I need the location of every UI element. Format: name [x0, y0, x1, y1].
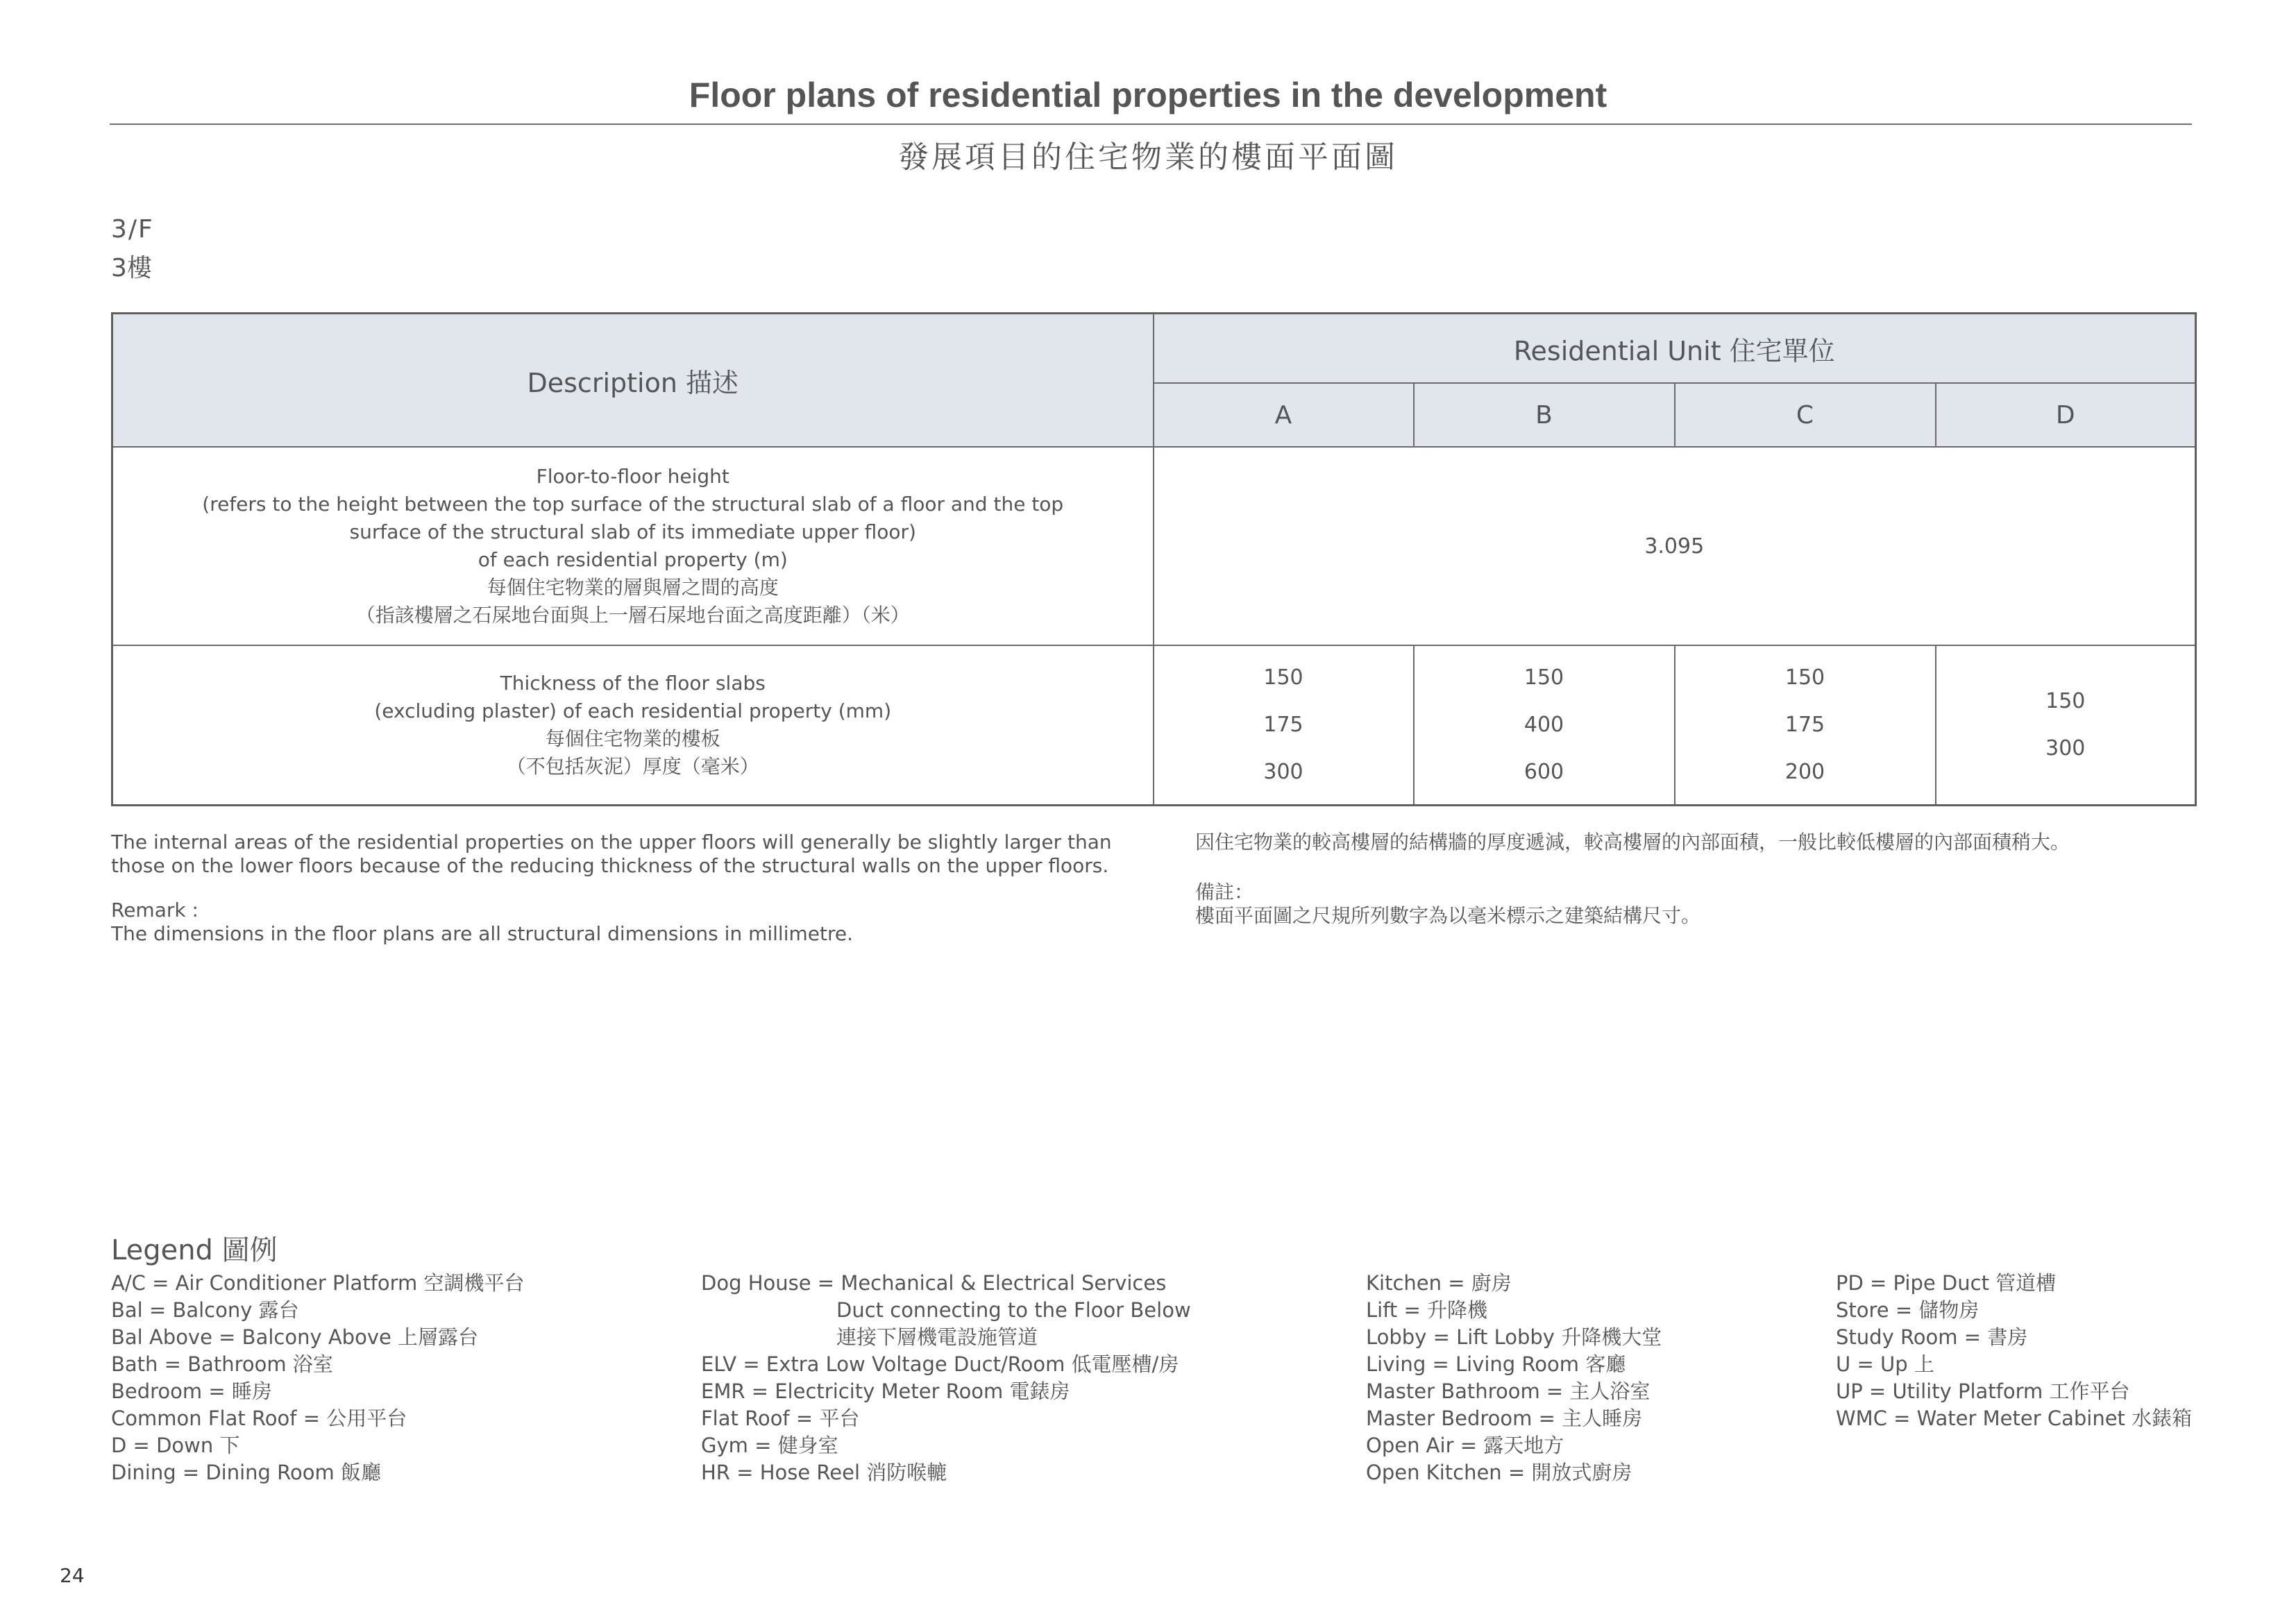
legend-item: ELV = Extra Low Voltage Duct/Room 低電壓槽/房 [701, 1352, 1179, 1376]
slab-thickness-description [112, 645, 1154, 806]
legend-item: Master Bedroom = 主人睡房 [1366, 1407, 1643, 1430]
legend-item: Bal Above = Balcony Above 上層露台 [111, 1325, 479, 1349]
slab-values-b [1414, 645, 1675, 806]
legend-item: Bath = Bathroom 浴室 [111, 1352, 333, 1376]
legend-item: PD = Pipe Duct 管道槽 [1836, 1271, 2057, 1295]
legend-item: Duct connecting to the Floor Below [836, 1298, 1191, 1322]
description-header: Description 描述 [112, 314, 1154, 448]
note-line: 因住宅物業的較高樓層的結構牆的厚度遞減，較高樓層的內部面積，一般比較低樓層的內部面積稍大。 [1195, 831, 2070, 853]
slab-value: 150 [1263, 665, 1303, 690]
note-line: The internal areas of the residential properties on the upper floors will generally be slightly larger than [111, 831, 1112, 853]
legend-item: A/C = Air Conditioner Platform 空調機平台 [111, 1271, 525, 1295]
unit-column-d: D [1936, 383, 2196, 447]
legend-column [701, 1270, 1191, 1486]
description-line: 每個住宅物業的樓板 [545, 727, 720, 750]
unit-column-c: C [1675, 383, 1936, 447]
table-row-floor-height [112, 447, 2196, 645]
slab-value: 175 [1263, 713, 1303, 737]
floor-specification-table [111, 312, 2197, 806]
unit-column-b: B [1414, 383, 1675, 447]
floor-label-chinese: 3樓 [111, 254, 152, 282]
legend-item: Gym = 健身室 [701, 1434, 838, 1457]
slab-value: 600 [1523, 760, 1564, 784]
unit-column-a: A [1154, 383, 1414, 447]
legend-item: WMC = Water Meter Cabinet 水錶箱 [1836, 1407, 2193, 1430]
remark-label: Remark : [111, 899, 199, 921]
floor-height-description [112, 447, 1154, 645]
floor-height-value: 3.095 [1154, 447, 2196, 645]
legend-item: Study Room = 書房 [1836, 1325, 2028, 1349]
description-line: of each residential property (m) [478, 548, 788, 571]
page-title-chinese: 發展項目的住宅物業的樓面平面圖 [898, 139, 1398, 175]
slab-value: 200 [1784, 760, 1825, 784]
table-row-slab-thickness [112, 645, 2196, 806]
page-title: Floor plans of residential properties in the development [689, 76, 1607, 114]
legend-item: Common Flat Roof = 公用平台 [111, 1407, 407, 1430]
legend-column [1366, 1270, 1662, 1486]
page-number: 24 [60, 1564, 85, 1587]
slab-value: 150 [1523, 665, 1564, 690]
slab-value: 150 [1784, 665, 1825, 690]
remark-label: 備註： [1195, 881, 1254, 903]
legend-item: Lift = 升降機 [1366, 1298, 1488, 1322]
slab-values-a [1154, 645, 1414, 806]
legend-item: Living = Living Room 客廳 [1366, 1352, 1626, 1376]
notes-chinese [1195, 831, 2202, 928]
legend-item: EMR = Electricity Meter Room 電錶房 [701, 1379, 1070, 1403]
legend-item: Bedroom = 睡房 [111, 1379, 272, 1403]
description-line: 每個住宅物業的層與層之間的高度 [487, 576, 779, 599]
legend-item: Master Bathroom = 主人浴室 [1366, 1379, 1651, 1403]
slab-value: 150 [2045, 689, 2086, 713]
legend-item: U = Up 上 [1836, 1352, 1934, 1376]
legend-item: Dining = Dining Room 飯廳 [111, 1461, 381, 1484]
legend-item: Store = 儲物房 [1836, 1298, 1980, 1322]
remark-text: 樓面平面圖之尺規所列數字為以毫米標示之建築結構尺寸。 [1195, 904, 1701, 927]
legend-column [111, 1270, 525, 1486]
description-line: （不包括灰泥）厚度（毫米） [506, 755, 759, 778]
slab-value: 400 [1523, 713, 1564, 737]
legend-title: Legend 圖例 [111, 1234, 278, 1266]
legend-item: Open Air = 露天地方 [1366, 1434, 1564, 1457]
legend-item: Bal = Balcony 露台 [111, 1298, 299, 1322]
legend-item: Flat Roof = 平台 [701, 1407, 860, 1430]
legend-item: UP = Utility Platform 工作平台 [1836, 1379, 2130, 1403]
note-line: those on the lower floors because of the reducing thickness of the structural walls on the upper floors. [111, 854, 1109, 877]
legend-item: D = Down 下 [111, 1434, 240, 1457]
legend-item: Lobby = Lift Lobby 升降機大堂 [1366, 1325, 1662, 1349]
legend-item: Open Kitchen = 開放式廚房 [1366, 1461, 1632, 1484]
legend-item: HR = Hose Reel 消防喉轆 [701, 1461, 947, 1484]
slab-value: 175 [1784, 713, 1825, 737]
slab-values-c [1675, 645, 1936, 806]
notes-english [111, 831, 1152, 946]
description-line: (excluding plaster) of each residential property (mm) [374, 699, 892, 722]
slab-value: 300 [1263, 760, 1303, 784]
residential-unit-header: Residential Unit 住宅單位 [1154, 314, 2196, 384]
legend-item: Dog House = Mechanical & Electrical Services [701, 1271, 1167, 1295]
description-line: Floor-to-floor height [536, 465, 729, 488]
floor-label: 3/F [111, 215, 154, 244]
remark-text: The dimensions in the floor plans are all structural dimensions in millimetre. [111, 922, 853, 945]
title-divider [110, 124, 2192, 125]
description-line: (refers to the height between the top surface of the structural slab of a floor and the top [202, 493, 1064, 516]
description-line: surface of the structural slab of its immediate upper floor) [349, 520, 916, 543]
description-line: （指該樓層之石屎地台面與上一層石屎地台面之高度距離）（米） [355, 604, 910, 627]
legend-item: 連接下層機電設施管道 [836, 1325, 1038, 1349]
slab-value: 300 [2045, 736, 2086, 760]
description-line: Thickness of the floor slabs [500, 672, 766, 695]
legend-item: Kitchen = 廚房 [1366, 1271, 1512, 1295]
slab-values-d [1936, 645, 2196, 806]
legend-column [1836, 1270, 2192, 1432]
